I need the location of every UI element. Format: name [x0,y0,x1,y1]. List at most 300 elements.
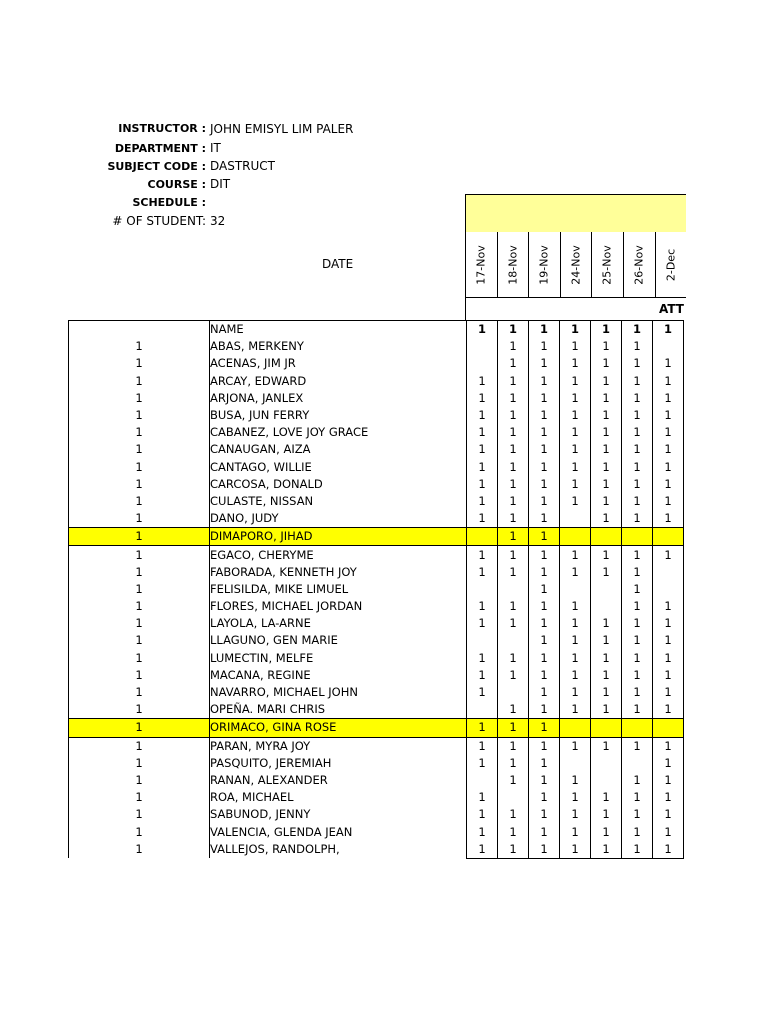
attendance-cell: 1 [653,755,684,772]
student-name: CANTAGO, WILLIE [210,459,467,476]
header-highlight-cell [465,194,686,232]
table-row [69,789,684,806]
row-number: 1 [69,546,210,564]
schedule-label: SCHEDULE : [132,196,206,209]
student-name: MACANA, REGINE [210,667,467,684]
date-header-text: 25-Nov [600,244,614,285]
table-row [69,823,684,840]
student-name: ACENAS, JIM JR [210,355,467,372]
attendance-cell [498,789,529,806]
attendance-cell: 1 [498,528,529,546]
row-number: 1 [69,701,210,719]
attendance-cell [622,755,653,772]
instructor-label: INSTRUCTOR : [118,122,206,135]
attendance-cell: 1 [591,476,622,493]
att-label: ATT [658,302,684,316]
attendance-cell: 1 [529,772,560,789]
student-name: FABORADA, KENNETH JOY [210,564,467,581]
attendance-cell: 1 [560,650,591,667]
students-count-label: # OF STUDENT: [112,214,206,228]
attendance-cell [560,581,591,598]
table-row [69,772,684,789]
attendance-cell: 1 [467,424,498,441]
row-number: 1 [69,493,210,510]
attendance-cell: 1 [529,493,560,510]
attendance-cell: 1 [560,598,591,615]
attendance-cell: 1 [529,528,560,546]
attendance-cell: 1 [622,650,653,667]
attendance-cell: 1 [467,407,498,424]
attendance-cell: 1 [560,737,591,755]
attendance-cell: 1 [653,476,684,493]
attendance-cell [498,632,529,649]
attendance-cell: 1 [591,424,622,441]
attendance-cell: 1 [529,355,560,372]
attendance-cell: 1 [560,493,591,510]
table-row [69,510,684,528]
attendance-cell: 1 [529,510,560,528]
course-value: DIT [210,177,231,191]
table-header-row [69,321,684,339]
attendance-cell: 1 [498,564,529,581]
attendance-cell [560,510,591,528]
row-number: 1 [69,737,210,755]
subject-code-label: SUBJECT CODE : [107,160,206,173]
attendance-cell: 1 [653,441,684,458]
student-name: VALENCIA, GLENDA JEAN [210,823,467,840]
date-header-text: 19-Nov [537,244,551,285]
student-name: BUSA, JUN FERRY [210,407,467,424]
attendance-cell: 1 [591,390,622,407]
attendance-cell: 1 [560,424,591,441]
row-number: 1 [69,581,210,598]
attendance-cell: 1 [653,737,684,755]
attendance-cell: 1 [467,546,498,564]
attendance-cell: 1 [498,755,529,772]
department-label: DEPARTMENT : [114,142,206,155]
attendance-cell: 1 [653,373,684,390]
date-column-header [591,232,622,297]
attendance-cell: 1 [591,632,622,649]
table-row [69,581,684,598]
attendance-cell: 1 [560,476,591,493]
attendance-cell: 1 [622,493,653,510]
attendance-cell: 1 [467,373,498,390]
row-number: 1 [69,424,210,441]
attendance-cell: 1 [467,737,498,755]
attendance-cell: 1 [622,772,653,789]
row-number: 1 [69,615,210,632]
attendance-cell: 1 [529,441,560,458]
attendance-cell [653,528,684,546]
attendance-cell: 1 [653,510,684,528]
attendance-cell: 1 [560,806,591,823]
student-name: ROA, MICHAEL [210,789,467,806]
student-name: OPEÑA. MARI CHRIS [210,701,467,719]
attendance-cell: 1 [498,823,529,840]
row-number: 1 [69,459,210,476]
attendance-cell: 1 [529,719,560,737]
attendance-cell [653,338,684,355]
attendance-cell: 1 [653,598,684,615]
date-header-text: 24-Nov [569,244,583,285]
table-row [69,564,684,581]
attendance-cell: 1 [591,407,622,424]
attendance-cell: 1 [591,459,622,476]
row-number: 1 [69,598,210,615]
student-name: ARCAY, EDWARD [210,373,467,390]
attendance-cell: 1 [498,510,529,528]
row-number: 1 [69,806,210,823]
att-total-cell: 1 [560,321,591,339]
row-number: 1 [69,338,210,355]
attendance-cell: 1 [591,373,622,390]
attendance-cell: 1 [560,632,591,649]
attendance-cell: 1 [560,373,591,390]
attendance-cell [591,581,622,598]
attendance-cell: 1 [653,407,684,424]
table-row [69,493,684,510]
table-row [69,806,684,823]
attendance-cell: 1 [622,581,653,598]
attendance-cell: 1 [498,772,529,789]
student-name: CARCOSA, DONALD [210,476,467,493]
attendance-cell: 1 [560,407,591,424]
table-row [69,424,684,441]
attendance-cell: 1 [498,737,529,755]
attendance-cell [498,684,529,701]
table-row [69,719,684,737]
student-name: EGACO, CHERYME [210,546,467,564]
table-row [69,476,684,493]
attendance-cell: 1 [560,667,591,684]
date-column-header [465,232,496,297]
attendance-cell: 1 [622,701,653,719]
attendance-cell: 1 [467,789,498,806]
attendance-cell: 1 [498,441,529,458]
attendance-cell: 1 [529,459,560,476]
attendance-cell: 1 [622,355,653,372]
table-row [69,737,684,755]
attendance-cell: 1 [591,355,622,372]
attendance-cell: 1 [498,338,529,355]
attendance-cell [591,772,622,789]
att-total-cell: 1 [467,321,498,339]
date-column-header [560,232,591,297]
attendance-cell: 1 [622,598,653,615]
table-row [69,459,684,476]
attendance-cell [653,719,684,737]
attendance-cell [498,581,529,598]
attendance-cell [560,719,591,737]
student-name: ABAS, MERKENY [210,338,467,355]
student-name: PASQUITO, JEREMIAH [210,755,467,772]
attendance-cell: 1 [653,650,684,667]
att-total-cell: 1 [622,321,653,339]
student-name: CANAUGAN, AIZA [210,441,467,458]
attendance-cell: 1 [498,719,529,737]
student-name: ORIMACO, GINA ROSE [210,719,467,737]
table-row [69,546,684,564]
attendance-cell [467,701,498,719]
row-number: 1 [69,390,210,407]
attendance-table [68,320,684,859]
attendance-cell: 1 [622,806,653,823]
student-name: LAYOLA, LA-ARNE [210,615,467,632]
attendance-cell: 1 [653,355,684,372]
attendance-cell: 1 [653,789,684,806]
row-number: 1 [69,441,210,458]
row-number-header [69,321,210,339]
attendance-cell: 1 [529,615,560,632]
table-row [69,355,684,372]
attendance-cell: 1 [498,667,529,684]
attendance-cell: 1 [498,476,529,493]
attendance-cell: 1 [529,841,560,859]
attendance-cell: 1 [529,632,560,649]
attendance-cell: 1 [622,441,653,458]
attendance-cell [467,632,498,649]
attendance-cell: 1 [653,684,684,701]
attendance-cell: 1 [529,701,560,719]
table-row [69,632,684,649]
attendance-cell [622,528,653,546]
attendance-cell: 1 [622,564,653,581]
attendance-cell: 1 [653,615,684,632]
attendance-cell: 1 [560,459,591,476]
student-name: NAVARRO, MICHAEL JOHN [210,684,467,701]
attendance-cell: 1 [622,684,653,701]
student-name: SABUNOD, JENNY [210,806,467,823]
attendance-cell: 1 [498,407,529,424]
row-number: 1 [69,476,210,493]
row-number: 1 [69,510,210,528]
attendance-cell: 1 [560,615,591,632]
table-row [69,441,684,458]
table-row [69,701,684,719]
attendance-cell: 1 [498,546,529,564]
attendance-cell: 1 [498,701,529,719]
attendance-cell: 1 [653,459,684,476]
attendance-cell: 1 [467,650,498,667]
attendance-cell [591,598,622,615]
table-row [69,598,684,615]
attendance-cell: 1 [467,719,498,737]
row-number: 1 [69,564,210,581]
attendance-cell: 1 [498,841,529,859]
attendance-cell: 1 [622,390,653,407]
attendance-cell: 1 [467,441,498,458]
attendance-cell: 1 [467,667,498,684]
row-number: 1 [69,373,210,390]
attendance-cell: 1 [653,390,684,407]
attendance-cell: 1 [653,701,684,719]
table-row [69,373,684,390]
attendance-cell: 1 [591,789,622,806]
att-header [465,297,686,320]
attendance-cell: 1 [467,564,498,581]
student-name: CABANEZ, LOVE JOY GRACE [210,424,467,441]
date-header-text: 18-Nov [506,244,520,285]
attendance-cell: 1 [622,407,653,424]
student-name: LLAGUNO, GEN MARIE [210,632,467,649]
attendance-cell: 1 [498,615,529,632]
attendance-cell: 1 [498,650,529,667]
attendance-cell: 1 [467,510,498,528]
att-total-cell: 1 [498,321,529,339]
attendance-cell: 1 [622,459,653,476]
attendance-cell: 1 [591,615,622,632]
attendance-cell: 1 [622,632,653,649]
attendance-cell: 1 [622,476,653,493]
attendance-cell: 1 [653,841,684,859]
attendance-cell: 1 [560,684,591,701]
attendance-cell: 1 [467,806,498,823]
student-name: ARJONA, JANLEX [210,390,467,407]
attendance-cell: 1 [498,459,529,476]
date-column-header [528,232,559,297]
attendance-cell: 1 [560,355,591,372]
attendance-cell: 1 [498,390,529,407]
attendance-cell: 1 [653,632,684,649]
attendance-cell [560,528,591,546]
attendance-cell: 1 [529,546,560,564]
department-value: IT [210,141,221,155]
attendance-cell: 1 [560,390,591,407]
table-row [69,755,684,772]
attendance-cell: 1 [622,510,653,528]
attendance-cell [467,772,498,789]
table-row [69,841,684,859]
attendance-cell: 1 [529,373,560,390]
attendance-cell: 1 [591,441,622,458]
row-number: 1 [69,684,210,701]
attendance-cell: 1 [622,424,653,441]
table-row [69,650,684,667]
attendance-cell: 1 [529,789,560,806]
student-name: VALLEJOS, RANDOLPH, [210,841,467,859]
attendance-cell [467,355,498,372]
attendance-cell: 1 [653,823,684,840]
attendance-cell: 1 [560,701,591,719]
attendance-cell: 1 [498,598,529,615]
attendance-cell: 1 [591,650,622,667]
attendance-cell: 1 [591,684,622,701]
table-row [69,407,684,424]
row-number: 1 [69,355,210,372]
row-number: 1 [69,528,210,546]
att-total-cell: 1 [653,321,684,339]
row-number: 1 [69,755,210,772]
attendance-cell [467,528,498,546]
date-column-header [623,232,654,297]
attendance-cell: 1 [560,441,591,458]
table-row [69,684,684,701]
attendance-cell: 1 [622,841,653,859]
attendance-cell [653,564,684,581]
attendance-cell: 1 [467,823,498,840]
table-row [69,528,684,546]
row-number: 1 [69,667,210,684]
row-number: 1 [69,407,210,424]
attendance-cell: 1 [529,564,560,581]
attendance-cell: 1 [467,459,498,476]
attendance-cell: 1 [622,546,653,564]
student-name: DIMAPORO, JIHAD [210,528,467,546]
row-number: 1 [69,789,210,806]
attendance-cell: 1 [622,737,653,755]
attendance-cell: 1 [529,581,560,598]
attendance-cell [467,581,498,598]
date-column-header [655,232,686,297]
attendance-cell [622,719,653,737]
instructor-value: JOHN EMISYL LIM PALER [210,122,354,136]
attendance-cell: 1 [529,737,560,755]
attendance-cell: 1 [529,684,560,701]
attendance-cell: 1 [529,806,560,823]
attendance-cell: 1 [591,841,622,859]
attendance-cell: 1 [622,823,653,840]
attendance-cell: 1 [653,806,684,823]
attendance-cell: 1 [560,789,591,806]
table-row [69,667,684,684]
attendance-cell: 1 [529,424,560,441]
attendance-cell: 1 [560,841,591,859]
attendance-cell: 1 [498,493,529,510]
attendance-cell: 1 [467,493,498,510]
attendance-cell: 1 [467,684,498,701]
attendance-cell: 1 [622,615,653,632]
attendance-cell: 1 [529,650,560,667]
date-header-text: 17-Nov [474,244,488,285]
attendance-cell: 1 [591,338,622,355]
attendance-cell: 1 [498,424,529,441]
attendance-cell: 1 [622,373,653,390]
course-label: COURSE : [147,178,206,191]
student-name: RANAN, ALEXANDER [210,772,467,789]
attendance-cell [591,528,622,546]
attendance-cell: 1 [467,615,498,632]
attendance-cell: 1 [591,546,622,564]
attendance-cell [467,338,498,355]
attendance-cell: 1 [467,390,498,407]
student-name: CULASTE, NISSAN [210,493,467,510]
date-header-text: 26-Nov [632,244,646,285]
student-name: LUMECTIN, MELFE [210,650,467,667]
row-number: 1 [69,719,210,737]
date-label: DATE [322,257,354,271]
student-name: DANO, JUDY [210,510,467,528]
attendance-cell: 1 [653,667,684,684]
students-count-value: 32 [210,214,226,228]
attendance-cell: 1 [560,564,591,581]
row-number: 1 [69,772,210,789]
student-name: FLORES, MICHAEL JORDAN [210,598,467,615]
attendance-cell: 1 [529,338,560,355]
attendance-cell: 1 [529,823,560,840]
attendance-cell: 1 [653,546,684,564]
attendance-cell: 1 [653,424,684,441]
table-row [69,338,684,355]
attendance-cell: 1 [591,493,622,510]
attendance-cell: 1 [560,823,591,840]
date-column-header [497,232,528,297]
attendance-cell: 1 [653,772,684,789]
student-name: PARAN, MYRA JOY [210,737,467,755]
table-row [69,390,684,407]
row-number: 1 [69,841,210,859]
attendance-cell: 1 [560,772,591,789]
